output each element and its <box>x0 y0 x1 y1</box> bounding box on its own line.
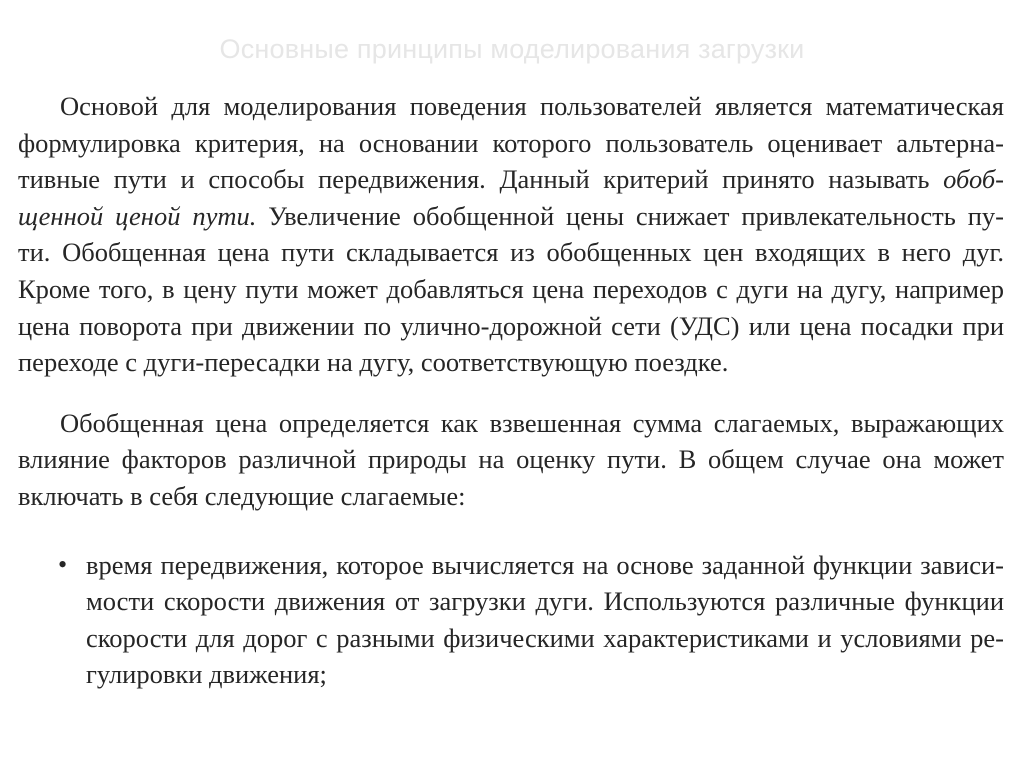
slide-body <box>18 88 1004 693</box>
text-line: Основой для моделирования поведения пользователей является математическая <box>60 91 1004 121</box>
paragraph-2 <box>18 405 1004 515</box>
bullet-icon: • <box>58 549 68 579</box>
text-line: включать в себя следующие слагаемые: <box>18 480 466 511</box>
text-line: влияние факторов различной природы на оценку пути. В общем случае она может <box>18 444 1004 475</box>
italic-term: обоб- <box>943 164 1004 195</box>
text-line: мости скорости движения от загрузки дуги. Используются различные функции <box>86 586 1004 617</box>
text-line: скорости для дорог с разными физическими характеристиками и условиями ре- <box>86 622 1004 653</box>
text-line <box>18 161 1004 198</box>
slide-title: Основные принципы моделирования загрузки <box>219 34 805 64</box>
text-line: гулировки движения; <box>86 659 327 690</box>
text-line: Кроме того, в цену пути может добавляться цена переходов с дуги на дугу, например <box>18 273 1004 304</box>
text-line: цена поворота при движении по улично-дорожной сети (УДС) или цена посадки при <box>18 310 1004 341</box>
text-line-part: тивные пути и способы передвижения. Данный критерий принято называть <box>18 164 944 195</box>
text-line <box>18 198 1004 235</box>
text-line: ти. Обобщенная цена пути складывается из обобщенных цен входящих в него дуг. <box>18 237 1004 268</box>
text-line: время передвижения, которое вычисляется на основе заданной функции зависи- <box>86 549 1004 580</box>
bullet-list <box>18 547 1004 693</box>
list-item <box>18 547 1004 693</box>
text-line: формулировка критерия, на основании которого пользователь оценивает альтерна- <box>18 127 1004 158</box>
italic-term: щенной ценой пути. <box>18 200 257 231</box>
text-line: переходе с дуги-пересадки на дугу, соответствующую поездке. <box>18 347 729 378</box>
paragraph-1 <box>18 88 1004 381</box>
text-line-part: Увеличение обобщенной цены снижает привлекательность пу- <box>256 200 1005 231</box>
text-line: Обобщенная цена определяется как взвешенная сумма слагаемых, выражающих <box>60 407 1004 438</box>
